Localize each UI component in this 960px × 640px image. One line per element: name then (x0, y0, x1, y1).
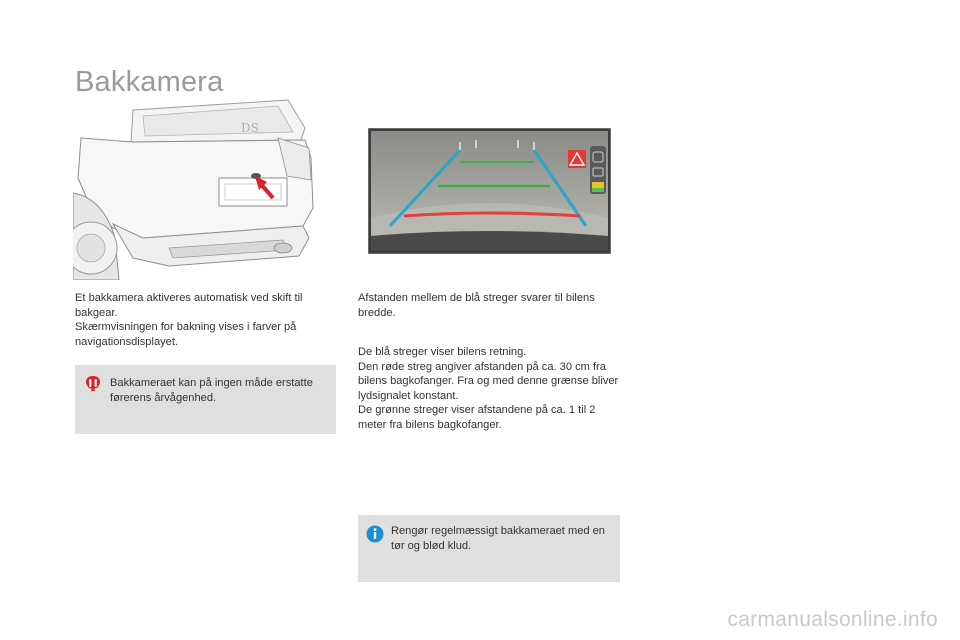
intro-line-2: Skærmvisningen for bakning vises i farver på navigationsdisplayet. (75, 321, 297, 348)
watermark: carmanualsonline.info (727, 608, 938, 631)
page-title: Bakkamera (75, 66, 224, 98)
width-explanation-text (358, 291, 620, 320)
camera-display-illustration (368, 128, 611, 254)
width-explanation-paragraph: Afstanden mellem de blå streger svarer til bilens bredde. (358, 292, 595, 319)
info-icon (366, 525, 384, 543)
line-meaning-line-3: De grønne streger viser afstandene på ca. 1 til 2 meter fra bilens bagkofanger. (358, 404, 596, 431)
intro-line-1: Et bakkamera aktiveres automatisk ved skift til bakgear. (75, 292, 303, 319)
info-note-text: Rengør regelmæssigt bakkameraet med en tør og blød klud. (391, 525, 605, 552)
warning-note (75, 365, 336, 434)
car-rear-illustration (73, 98, 320, 280)
info-note (358, 515, 620, 582)
svg-text:DS: DS (241, 121, 259, 135)
line-meaning-line-1: De blå streger viser bilens retning. (358, 346, 527, 358)
display-sensor-icon (590, 146, 606, 194)
intro-text (75, 291, 337, 349)
display-warning-icon (568, 150, 586, 168)
warning-note-text: Bakkameraet kan på ingen måde erstatte førerens årvågenhed. (110, 377, 313, 404)
line-meaning-line-2: Den røde streg angiver afstanden på ca. 30 cm fra bilens bagkofanger. Fra og med denne grænse bliver lydsignalet konstant. (358, 360, 619, 402)
exclamation-icon (83, 375, 103, 395)
line-meaning-text (358, 345, 620, 433)
